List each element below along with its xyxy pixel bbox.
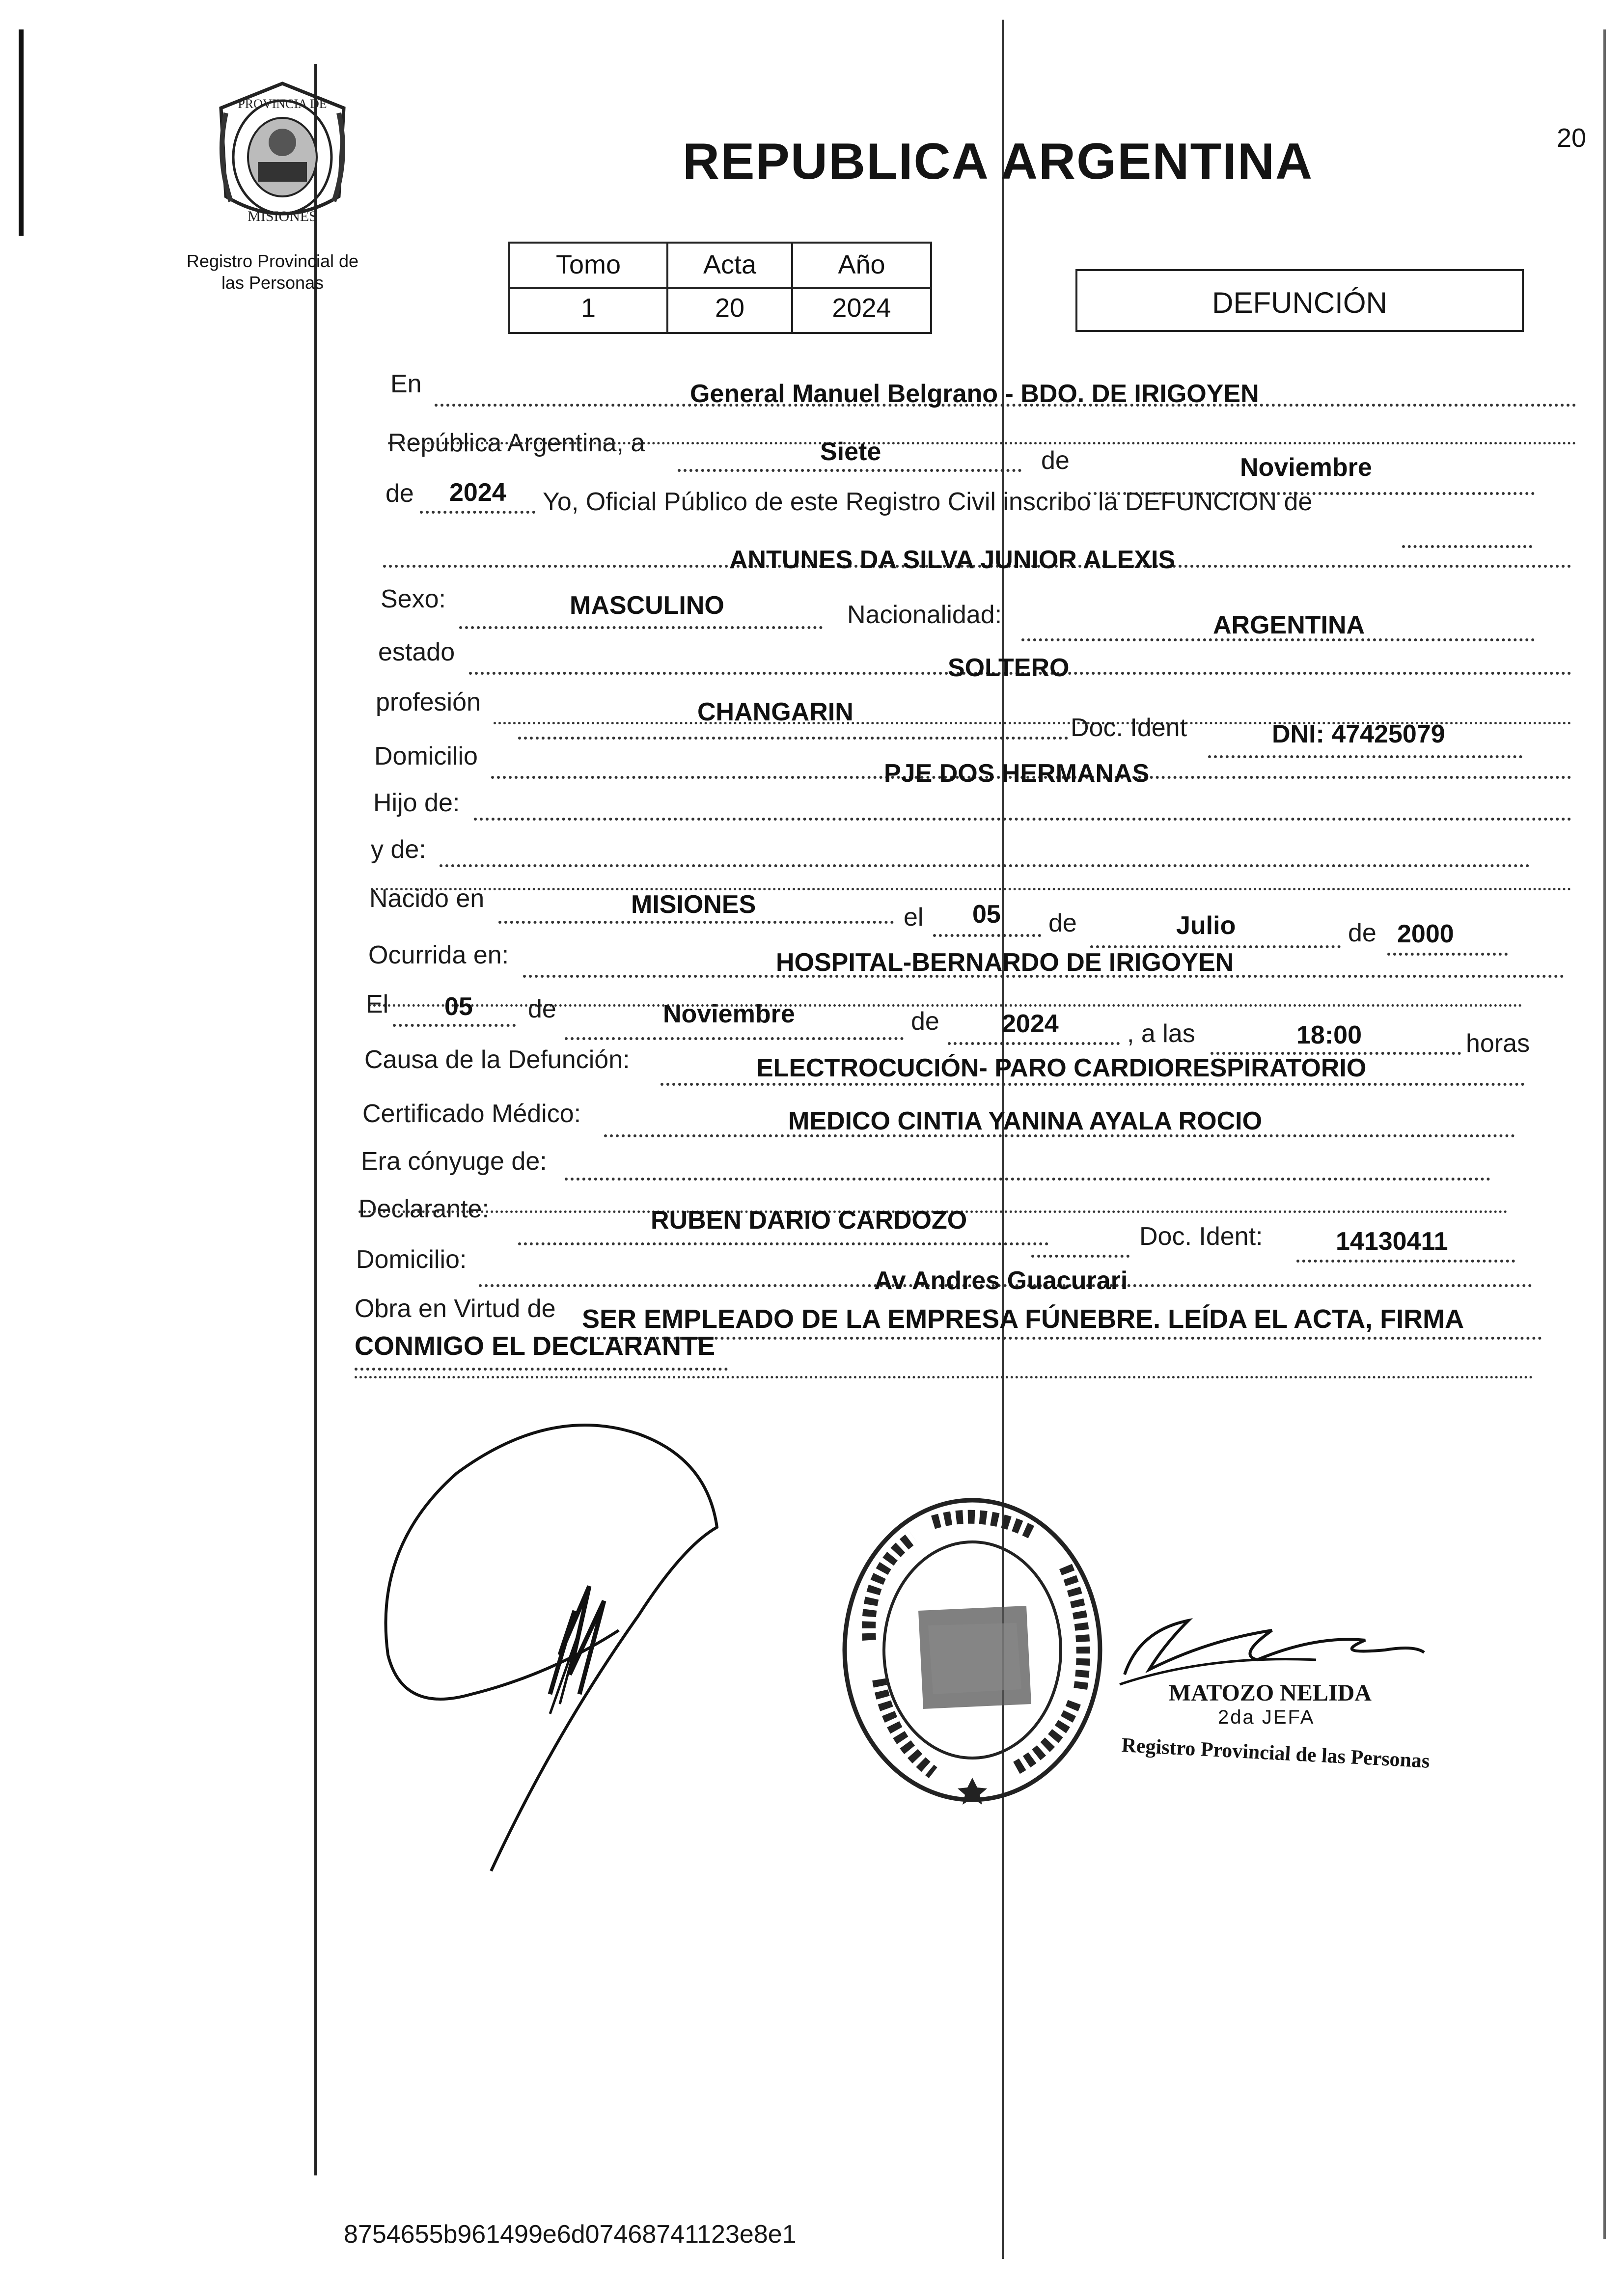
yde-line (440, 864, 1530, 867)
year-line (420, 511, 535, 514)
obra-line-1 (579, 1337, 1542, 1340)
table-value-acta: 20 (715, 293, 745, 323)
declarante-value: RUBEN DARIO CARDOZO (651, 1206, 967, 1235)
deceased-name-value: ANTUNES DA SILVA JUNIOR ALEXIS (729, 546, 1176, 574)
nacionalidad-value: ARGENTINA (1213, 611, 1365, 639)
org-name-line2: las Personas (221, 273, 324, 293)
nacido-label: Nacido en (369, 884, 485, 913)
en-value: General Manuel Belgrano - BDO. DE IRIGOYEN (690, 380, 1259, 408)
sexo-value: MASCULINO (570, 591, 724, 620)
death-time-value: 18:00 (1296, 1021, 1362, 1049)
birth-month-value: Julio (1176, 911, 1236, 940)
death-year-value: 2024 (1002, 1010, 1059, 1038)
yde-line-2 (371, 888, 1571, 890)
estado-label: estado (378, 638, 455, 666)
birth-year-line (1387, 953, 1508, 956)
profesion-label: profesión (376, 688, 481, 716)
death-month-value: Noviembre (663, 1000, 795, 1028)
declarante-line-2 (1031, 1255, 1129, 1258)
de-label-5: de (528, 995, 556, 1023)
yo-trailing-line (1402, 545, 1532, 548)
center-fold-line (1002, 20, 1004, 2259)
certificado-label: Certificado Médico: (362, 1100, 581, 1128)
hijo-label: Hijo de: (373, 789, 460, 817)
de-label-4: de (1348, 919, 1376, 947)
estado-value: SOLTERO (948, 654, 1070, 682)
de-label-6: de (911, 1007, 939, 1036)
profesion-value-line (518, 737, 1068, 740)
death-year-line (948, 1042, 1120, 1045)
death-day-value: 05 (444, 992, 473, 1021)
record-table (508, 242, 932, 334)
docident-label: Doc. Ident (1071, 714, 1187, 742)
document-type: DEFUNCIÓN (1212, 286, 1387, 319)
right-edge-mark (1603, 29, 1606, 2239)
domicilio-label: Domicilio (374, 742, 478, 770)
day-word-value: Siete (820, 438, 881, 466)
obra-line-2 (355, 1368, 728, 1371)
causa-label: Causa de la Defunción: (364, 1045, 630, 1074)
official-name: MATOZO NELIDA (1169, 1680, 1372, 1706)
hijo-line (474, 818, 1571, 821)
en-label: En (390, 370, 422, 398)
declarant-signature (344, 1400, 786, 1891)
year-value: 2024 (449, 478, 506, 507)
causa-line (661, 1083, 1525, 1086)
yo-text: Yo, Oficial Público de este Registro Civil inscribo la DEFUNCION de (543, 488, 1313, 516)
obra-value-line1: SER EMPLEADO DE LA EMPRESA FÚNEBRE. LEÍDA EL ACTA, FIRMA (582, 1304, 1464, 1334)
province-seal-logo (211, 79, 354, 236)
republica-label: República Argentina, a (388, 429, 645, 457)
official-org: Registro Provincial de las Personas (1121, 1733, 1431, 1773)
ocurrida-label: Ocurrida en: (368, 941, 509, 969)
table-header-tomo: Tomo (555, 250, 621, 279)
document-title: REPUBLICA ARGENTINA (683, 133, 1314, 190)
conyuge-label: Era cónyuge de: (361, 1147, 547, 1176)
certificado-value: MEDICO CINTIA YANINA AYALA ROCIO (788, 1107, 1263, 1135)
birth-day-line (933, 934, 1041, 937)
nacionalidad-label: Nacionalidad: (847, 601, 1002, 629)
table-header-acta: Acta (703, 250, 757, 279)
declarante-label: Declarante: (358, 1195, 489, 1223)
page-number: 20 (1557, 123, 1587, 153)
obra-line-3 (355, 1376, 1533, 1378)
domicilio2-label: Domicilio: (356, 1245, 467, 1274)
left-edge-mark (19, 29, 24, 236)
sexo-line (459, 626, 823, 629)
el-label-2: El (366, 990, 389, 1018)
causa-value: ELECTROCUCIÓN- PARO CARDIORESPIRATORIO (756, 1054, 1367, 1082)
el-label: el (904, 903, 924, 932)
domicilio2-value: Av Andres Guacurari (874, 1266, 1128, 1295)
conyuge-line (565, 1178, 1490, 1181)
de-label-2: de (385, 479, 414, 508)
death-day-line (393, 1024, 516, 1027)
official-role: 2da JEFA (1218, 1706, 1315, 1728)
profesion-value: CHANGARIN (697, 698, 853, 726)
birth-day-value: 05 (972, 900, 1001, 929)
alas-label: , a las (1127, 1019, 1195, 1048)
de-label-3: de (1048, 909, 1077, 937)
de-label-1: de (1041, 446, 1070, 475)
domicilio-value: PJE DOS HERMANAS (884, 759, 1150, 788)
docident2-label: Doc. Ident: (1139, 1222, 1263, 1251)
document-type-box (1075, 269, 1524, 332)
table-header-ano: Año (838, 250, 885, 279)
table-value-ano: 2024 (832, 293, 891, 323)
day-word-line (678, 469, 1021, 472)
left-margin-line (314, 64, 317, 2175)
ocurrida-value: HOSPITAL-BERNARDO DE IRIGOYEN (776, 948, 1234, 977)
nacido-line (498, 921, 894, 924)
republica-line (388, 442, 1576, 444)
birth-year-value: 2000 (1397, 920, 1454, 948)
sexo-label: Sexo: (381, 585, 446, 613)
death-month-line (565, 1037, 904, 1040)
svg-text:PROVINCIA DE: PROVINCIA DE (238, 97, 327, 111)
month-word-value: Noviembre (1240, 453, 1372, 482)
nacido-value: MISIONES (631, 890, 756, 919)
table-value-tomo: 1 (580, 293, 596, 323)
docident2-line (1296, 1260, 1515, 1263)
horas-label: horas (1466, 1029, 1530, 1058)
declarante-line (518, 1242, 1048, 1245)
docident-value: DNI: 47425079 (1272, 720, 1445, 748)
docident2-value: 14130411 (1336, 1227, 1448, 1256)
obra-label: Obra en Virtud de (355, 1294, 556, 1323)
docident-line (1208, 755, 1522, 758)
yde-label: y de: (371, 835, 426, 864)
org-name-line1: Registro Provincial de (186, 251, 359, 271)
document-hash: 8754655b961499e6d07468741123e8e1 (344, 2220, 797, 2249)
obra-value-line2: CONMIGO EL DECLARANTE (355, 1331, 716, 1361)
svg-text:MISIONES: MISIONES (248, 208, 317, 224)
org-name (167, 250, 378, 294)
official-stamp (835, 1493, 1110, 1807)
